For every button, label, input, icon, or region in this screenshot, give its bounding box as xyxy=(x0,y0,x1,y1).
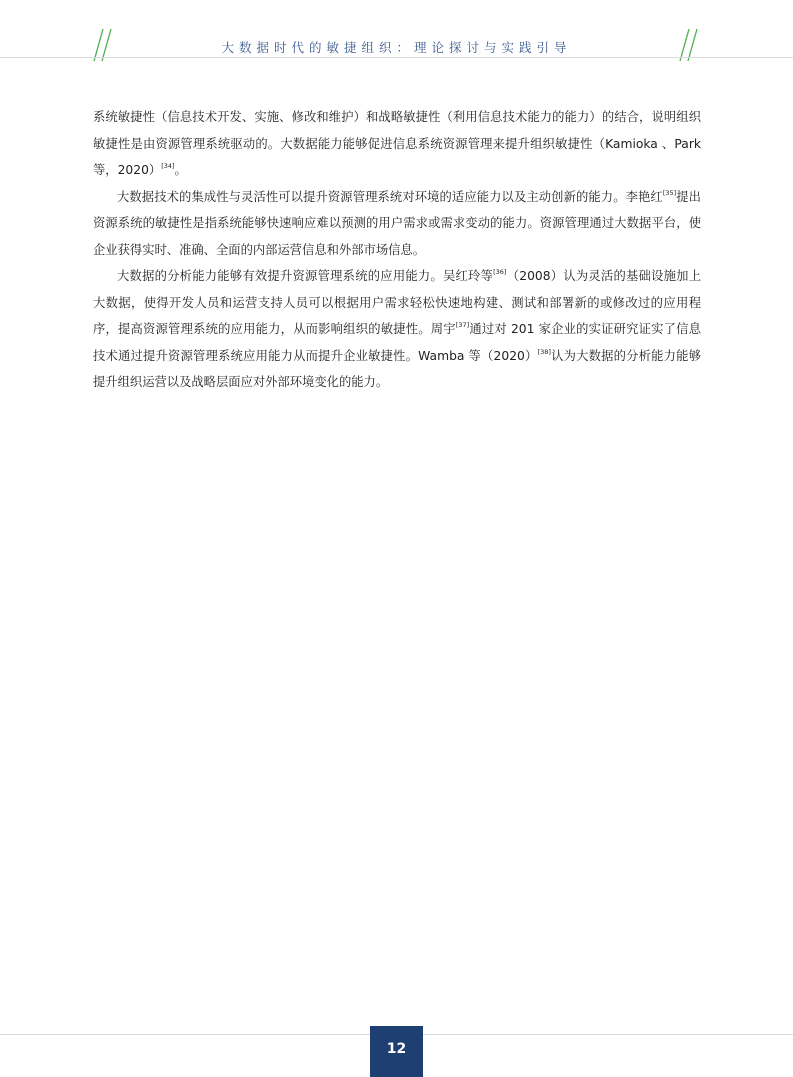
running-header-title: 大数据时代的敏捷组织：理论探讨与实践引导 xyxy=(221,40,572,55)
citation-marker: [36] xyxy=(493,268,507,276)
paragraph-text: 提出资源系统的敏捷性是指系统能够快速响应难以预测的用户需求或需求变动的能力。资源管理通过大数据平台，使企业获得实时、准确、全面的内部运营信息和外部市场信息。 xyxy=(93,189,701,257)
paragraph-text: 系统敏捷性（信息技术开发、实施、修改和维护）和战略敏捷性（利用信息技术能力的能力）的结合，说明组织敏捷性是由资源管理系统驱动的。大数据能力能够促进信息系统资源管理来提升组织敏捷性（Kamioka 、Park 等，2020） xyxy=(93,110,701,177)
citation-marker: [37] xyxy=(455,321,470,329)
citation-marker: [34] xyxy=(161,162,175,170)
page-header xyxy=(0,0,793,60)
page-number: 12 xyxy=(386,1040,407,1057)
citation-marker: [38] xyxy=(537,347,551,356)
page-number-box xyxy=(370,1026,423,1077)
paragraph-text: 大数据的分析能力能够有效提升资源管理系统的应用能力。吴红玲等 xyxy=(117,269,494,283)
paragraph-text: （2008）认为灵活的基础设施加上大数据，使得开发人员和运营支持人员可以根据用户需求轻松快速地构建、测试和部署新的或修改过的应用程序，提高资源管理系统的应用能力，从而影响组织的敏捷性。周宇 xyxy=(93,269,701,336)
header-divider xyxy=(0,57,793,58)
paragraph-2 xyxy=(93,184,701,264)
paragraph-text: 通过对 201 家企业的实证研究证实了信息技术通过提升资源管理系统应用能力从而提升企业敏捷性。Wamba 等（2020） xyxy=(93,322,701,363)
citation-marker: [35] xyxy=(662,188,677,197)
paragraph-1 xyxy=(93,104,701,184)
body-text xyxy=(93,104,701,396)
paragraph-text: 认为大数据的分析能力能够提升组织运营以及战略层面应对外部环境变化的能力。 xyxy=(93,348,701,389)
paragraph-text: 。 xyxy=(174,163,187,177)
paragraph-3 xyxy=(93,263,701,396)
paragraph-text: 大数据技术的集成性与灵活性可以提升资源管理系统对环境的适应能力以及主动创新的能力。李艳红 xyxy=(117,189,663,204)
